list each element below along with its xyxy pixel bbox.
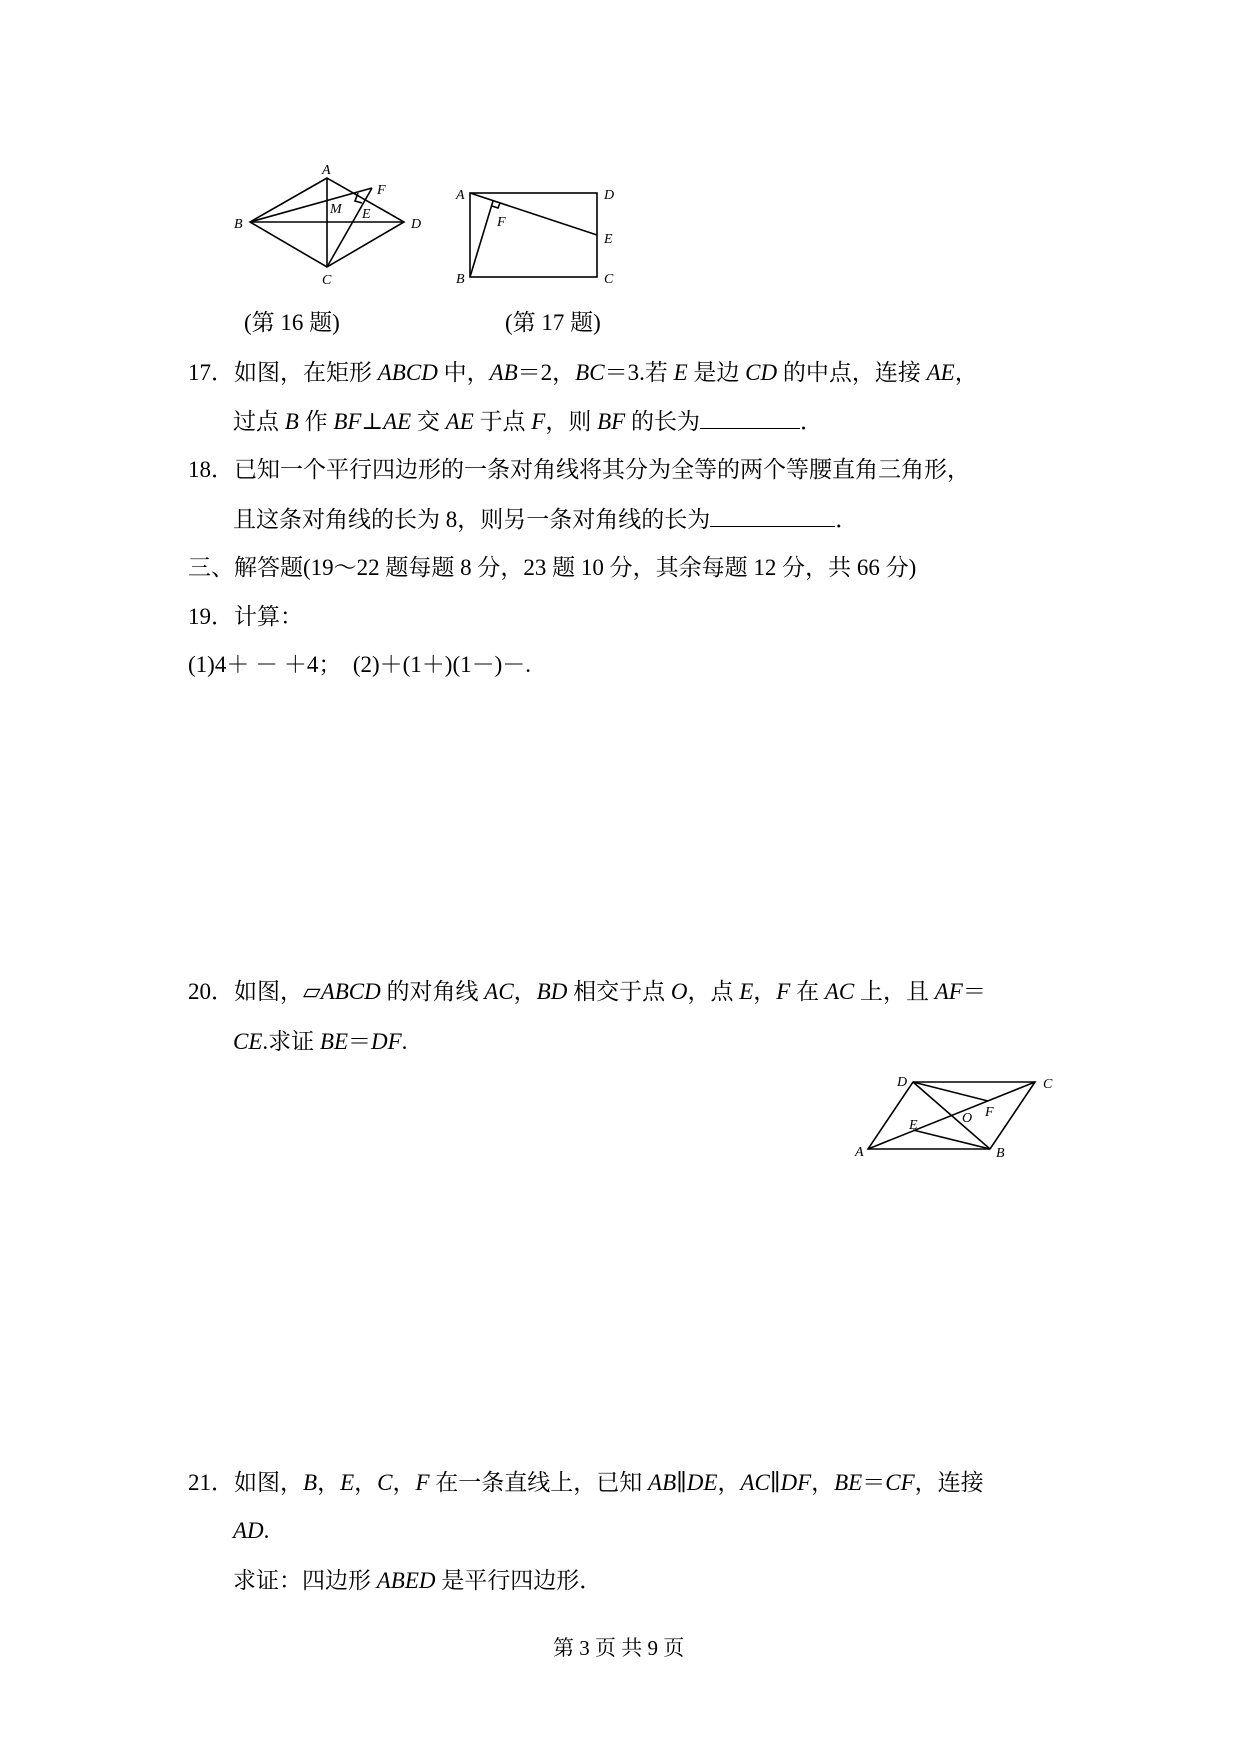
q19-title: 19．计算： <box>188 604 303 629</box>
fig20-label-a: A <box>855 1145 864 1160</box>
fig17-label-f: F <box>497 215 506 230</box>
fig16-label-f: F <box>377 183 386 198</box>
fig20-label-b: B <box>996 1146 1005 1161</box>
fig17-label-b: B <box>456 272 465 287</box>
fig20-label-d: D <box>897 1075 908 1090</box>
q21-line1: 21．如图，B，E，C，F 在一条直线上，已知 AB∥DE，AC∥DF，BE＝CF，连接 <box>188 1470 984 1495</box>
q17-line1: 17．如图，在矩形 ABCD 中，AB＝2，BC＝3.若 E 是边 CD 的中点，连接 AE， <box>188 360 978 385</box>
q17-line2: 过点 B 作 BF⊥AE 交 AE 于点 F，则 BF 的长为 ． <box>233 406 823 437</box>
fig17-caption: (第 17 题) <box>505 310 601 335</box>
fig16-label-c: C <box>322 273 332 288</box>
fig17-label-a: A <box>456 188 465 203</box>
page-footer: 第 3 页 共 9 页 <box>553 1636 685 1660</box>
fig20-label-c: C <box>1043 1077 1053 1092</box>
q18-line1: 18．已知一个平行四边形的一条对角线将其分为全等的两个等腰直角三角形， <box>188 457 970 482</box>
q18-line2: 且这条对角线的长为 8，则另一条对角线的长为 ． <box>233 504 858 535</box>
fig20-label-e: E <box>909 1118 918 1133</box>
q21-line2: AD. <box>233 1518 270 1543</box>
q20-line1: 20．如图，▱ABCD 的对角线 AC，BD 相交于点 O，点 E，F 在 AC 上，且 AF＝ <box>188 979 986 1004</box>
fig16-label-e: E <box>362 207 371 222</box>
fig20-label-f: F <box>985 1105 994 1120</box>
fig16-label-b: B <box>234 217 243 232</box>
fig16-label-a: A <box>322 163 331 178</box>
fig20-label-o: O <box>962 1111 973 1126</box>
q21-line3: 求证：四边形 ABED 是平行四边形． <box>233 1568 603 1593</box>
fig17-label-e: E <box>604 232 613 247</box>
section-3-heading: 三、解答题(19～22 题每题 8 分，23 题 10 分，其余每题 12 分，共 66 分) <box>188 555 917 580</box>
fig16-label-d: D <box>411 217 422 232</box>
fig16-label-m: M <box>330 202 342 217</box>
q19-expression: (1)4＋ － ＋4； (2)＋(1＋)(1－)－. <box>188 652 532 677</box>
fig16-caption: (第 16 题) <box>244 310 340 335</box>
fig17-label-c: C <box>604 272 614 287</box>
fig17-label-d: D <box>604 188 615 203</box>
q20-line2: CE.求证 BE＝DF. <box>233 1029 408 1054</box>
